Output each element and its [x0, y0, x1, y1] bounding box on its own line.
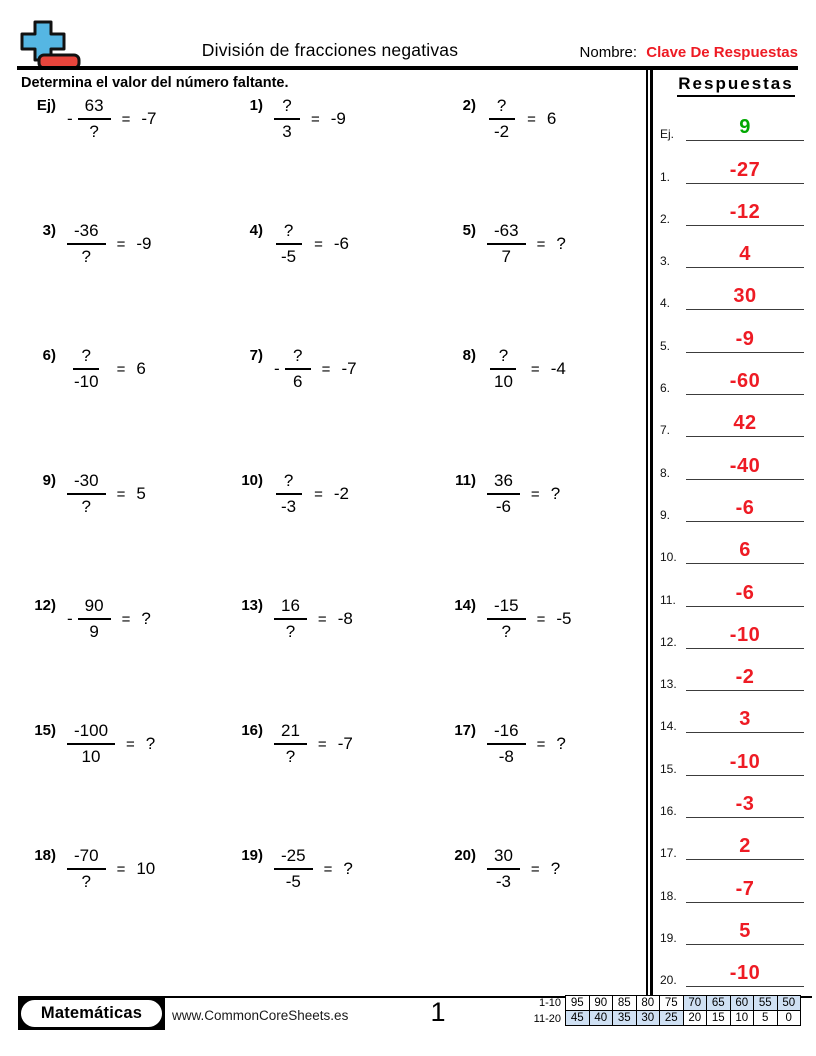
problem-number: Ej)	[36, 97, 56, 114]
fraction	[285, 346, 311, 393]
answer-value: -40	[729, 454, 761, 477]
problem-number: 5)	[462, 222, 476, 239]
fraction-numerator: ?	[490, 346, 516, 370]
fraction-numerator: -15	[487, 596, 526, 620]
answer-blank-line	[686, 836, 804, 860]
grade-cell: 60	[730, 995, 755, 1011]
answer-row	[660, 691, 812, 733]
fraction-denominator: ?	[89, 122, 99, 142]
problem-item	[440, 721, 646, 768]
answer-blank-line	[686, 117, 804, 141]
grade-cell: 30	[636, 1010, 661, 1026]
column-divider	[646, 66, 653, 997]
fraction	[78, 596, 111, 643]
equals-sign: =	[121, 110, 131, 128]
fraction-denominator: 6	[292, 372, 303, 392]
equals-sign: =	[321, 360, 331, 378]
answer-blank-line	[686, 709, 804, 733]
problem-item	[227, 721, 440, 768]
answer-row	[660, 99, 812, 141]
problem-item	[20, 346, 227, 393]
fraction	[487, 221, 526, 268]
answer-label: 17.	[660, 846, 677, 861]
answer-row	[660, 353, 812, 395]
answer-label: 7.	[660, 423, 671, 438]
answer-label: 11.	[660, 592, 676, 607]
fraction	[274, 96, 300, 143]
answer-blank-line	[686, 371, 804, 395]
answer-label: 8.	[660, 465, 671, 480]
answer-value: -7	[735, 877, 755, 900]
fraction-denominator: -3	[281, 497, 297, 517]
problem-result: ?	[550, 484, 561, 504]
grade-row-2	[522, 1011, 801, 1027]
leading-minus-sign: -	[67, 109, 73, 129]
grade-cell: 15	[706, 1010, 731, 1026]
problem-item	[440, 471, 646, 518]
fraction-denominator: -6	[495, 497, 512, 517]
equals-sign: =	[317, 735, 327, 753]
equals-sign: =	[536, 235, 546, 253]
problem-result: -8	[337, 609, 353, 629]
fraction-denominator: -10	[74, 372, 99, 392]
fraction-denominator: ?	[81, 872, 92, 892]
grade-cell: 5	[753, 1010, 778, 1026]
answer-row	[660, 903, 812, 945]
equals-sign: =	[121, 610, 131, 628]
problem-item	[227, 346, 440, 393]
problem-item	[20, 96, 227, 143]
fraction	[487, 846, 520, 893]
fraction-numerator: -100	[67, 721, 115, 745]
answer-label: 20.	[660, 973, 677, 988]
grade-cell: 10	[730, 1010, 755, 1026]
plus-minus-logo-icon	[20, 20, 84, 72]
problem-number: 2)	[462, 97, 476, 114]
fraction	[67, 846, 106, 893]
problem-result: 10	[136, 859, 156, 879]
answer-value: -10	[729, 750, 761, 773]
fraction	[67, 471, 106, 518]
problem-number: 17)	[454, 722, 476, 739]
grade-cell: 25	[659, 1010, 684, 1026]
grade-cells-row-1	[566, 995, 801, 1011]
answer-value: 9	[739, 116, 751, 139]
grade-cell: 45	[565, 1010, 590, 1026]
answer-row	[660, 268, 812, 310]
grade-row-label: 1-10	[538, 997, 561, 1009]
answer-value: 2	[739, 835, 751, 858]
answer-label: 18.	[660, 888, 677, 903]
problem-result: -9	[136, 234, 152, 254]
problem-number: 7)	[249, 347, 263, 364]
fraction-numerator: ?	[73, 346, 99, 370]
answer-label: 3.	[660, 254, 671, 269]
fraction-numerator: 63	[78, 96, 111, 120]
answer-value: 3	[739, 708, 751, 731]
problem-result: ?	[556, 234, 566, 254]
answer-blank-line	[686, 540, 804, 564]
answer-blank-line	[686, 583, 804, 607]
answer-blank-line	[686, 625, 804, 649]
instruction-text: Determina el valor del número faltante.	[21, 75, 289, 91]
problem-item	[227, 471, 440, 518]
answer-blank-line	[686, 752, 804, 776]
fraction-denominator: ?	[285, 747, 296, 767]
name-label: Nombre:	[579, 44, 638, 61]
fraction-numerator: -25	[274, 846, 313, 870]
fraction-numerator: ?	[276, 471, 302, 495]
fraction-numerator: 16	[274, 596, 307, 620]
problem-result: 5	[136, 484, 146, 504]
answer-label: 4.	[660, 296, 671, 311]
grade-cell: 0	[777, 1010, 802, 1026]
fraction-numerator: -70	[67, 846, 106, 870]
problem-result: -7	[141, 109, 157, 129]
answer-blank-line	[686, 794, 804, 818]
equals-sign: =	[311, 110, 320, 128]
answer-value: 4	[739, 243, 751, 266]
answers-list	[660, 99, 812, 987]
problem-number: 3)	[42, 222, 56, 239]
fraction	[274, 471, 303, 518]
fraction-numerator: -36	[67, 221, 106, 245]
fraction-numerator: ?	[276, 221, 302, 245]
equals-sign: =	[530, 485, 540, 503]
fraction-numerator: 21	[274, 721, 307, 745]
problem-item	[227, 846, 440, 893]
fraction-numerator: -30	[67, 471, 106, 495]
fraction-numerator: ?	[489, 96, 515, 120]
answer-row	[660, 649, 812, 691]
fraction-denominator: -5	[281, 247, 297, 267]
problem-number: 11)	[455, 472, 476, 489]
problem-number: 12)	[34, 597, 56, 614]
problem-item	[20, 471, 227, 518]
problem-result: -6	[333, 234, 350, 254]
equals-sign: =	[126, 735, 135, 753]
answer-row	[660, 818, 812, 860]
problem-item	[20, 846, 227, 893]
fraction	[67, 221, 106, 268]
problem-item	[440, 221, 646, 268]
fraction-denominator: ?	[285, 622, 296, 642]
fraction-denominator: 10	[494, 372, 513, 392]
problem-item	[227, 96, 440, 143]
problem-result: 6	[546, 109, 557, 129]
problem-result: -5	[556, 609, 572, 629]
answer-row	[660, 564, 812, 606]
answer-blank-line	[686, 160, 804, 184]
answer-row	[660, 480, 812, 522]
answer-row	[660, 141, 812, 183]
grade-cell: 75	[659, 995, 684, 1011]
problem-item	[227, 596, 440, 643]
fraction-denominator: ?	[501, 622, 512, 642]
fraction-denominator: -3	[495, 872, 512, 892]
equals-sign: =	[536, 610, 546, 628]
grade-cell: 55	[753, 995, 778, 1011]
problem-result: ?	[550, 859, 561, 879]
problem-number: 16)	[241, 722, 263, 739]
problem-result: ?	[141, 609, 151, 629]
grade-cell: 50	[777, 995, 802, 1011]
answer-value: -10	[729, 623, 761, 646]
fraction-denominator: ?	[81, 497, 92, 517]
problem-result: ?	[343, 859, 353, 879]
answer-label: 1.	[660, 169, 671, 184]
equals-sign: =	[116, 235, 126, 253]
brand-name: Matemáticas	[21, 1000, 162, 1027]
answer-label: Ej.	[660, 127, 675, 142]
fraction	[487, 96, 516, 143]
problem-number: 10)	[241, 472, 263, 489]
answer-row	[660, 310, 812, 352]
answer-blank-line	[686, 202, 804, 226]
fraction	[487, 346, 520, 393]
answer-value: -6	[735, 496, 755, 519]
answer-label: 6.	[660, 381, 671, 396]
answer-row	[660, 733, 812, 775]
problem-result: 6	[136, 359, 146, 379]
equals-sign: =	[314, 235, 323, 253]
equals-sign: =	[323, 860, 333, 878]
answer-label: 9.	[660, 507, 671, 522]
fraction	[78, 96, 111, 143]
problem-item	[20, 596, 227, 643]
answer-row	[660, 437, 812, 479]
fraction-denominator: 3	[282, 122, 292, 142]
answer-row	[660, 184, 812, 226]
problem-item	[20, 721, 227, 768]
header-rule	[17, 66, 798, 70]
answer-label: 2.	[660, 211, 671, 226]
problem-number: 18)	[34, 847, 56, 864]
fraction-denominator: ?	[81, 247, 92, 267]
fraction	[487, 596, 526, 643]
fraction-denominator: -2	[494, 122, 510, 142]
answer-blank-line	[686, 879, 804, 903]
answer-value: -3	[735, 793, 755, 816]
fraction-numerator: 36	[487, 471, 520, 495]
website-url: www.CommonCoreSheets.es	[172, 1008, 349, 1023]
answer-row	[660, 945, 812, 987]
problem-result: -7	[337, 734, 353, 754]
answer-row	[660, 860, 812, 902]
grade-cell: 35	[612, 1010, 637, 1026]
answer-value: -9	[735, 327, 755, 350]
grade-cell: 70	[683, 995, 708, 1011]
answer-label: 14.	[660, 719, 677, 734]
answer-row	[660, 607, 812, 649]
problem-number: 20)	[454, 847, 476, 864]
equals-sign: =	[530, 360, 540, 378]
answer-value: -27	[729, 158, 761, 181]
answer-label: 15.	[660, 761, 677, 776]
leading-minus-sign: -	[274, 359, 280, 379]
brand-badge	[18, 997, 165, 1030]
problem-number: 19)	[241, 847, 263, 864]
answer-blank-line	[686, 413, 804, 437]
fraction-denominator: 10	[81, 747, 101, 767]
equals-sign: =	[116, 360, 126, 378]
fraction-numerator: 30	[487, 846, 520, 870]
fraction	[67, 721, 115, 768]
answer-value: -6	[735, 581, 755, 604]
answer-blank-line	[686, 244, 804, 268]
fraction-numerator: ?	[274, 96, 300, 120]
problem-number: 15)	[34, 722, 56, 739]
problems-grid	[20, 96, 646, 971]
equals-sign: =	[116, 485, 126, 503]
answer-blank-line	[686, 498, 804, 522]
fraction-denominator: 7	[501, 247, 512, 267]
answer-value: -12	[729, 200, 761, 223]
problem-number: 14)	[454, 597, 476, 614]
problem-result: -2	[333, 484, 350, 504]
problem-number: 8)	[462, 347, 476, 364]
equals-sign: =	[530, 860, 540, 878]
problem-result: ?	[556, 734, 566, 754]
grade-table	[522, 995, 801, 1027]
grade-cell: 40	[589, 1010, 614, 1026]
problem-result: -7	[341, 359, 357, 379]
answer-value: 6	[739, 539, 751, 562]
problem-number: 4)	[249, 222, 263, 239]
fraction	[67, 346, 106, 393]
fraction-denominator: -5	[285, 872, 301, 892]
grade-cell: 85	[612, 995, 637, 1011]
problem-item	[20, 221, 227, 268]
grade-row-1	[522, 995, 801, 1011]
answer-row	[660, 395, 812, 437]
problem-result: -4	[550, 359, 566, 379]
fraction-numerator: ?	[285, 346, 311, 370]
answer-value: -10	[729, 962, 761, 985]
fraction-denominator: 9	[89, 622, 99, 642]
answers-title: Respuestas	[677, 74, 794, 97]
answer-blank-line	[686, 329, 804, 353]
page-title: División de fracciones negativas	[201, 40, 459, 60]
fraction	[487, 721, 526, 768]
answer-value: -2	[735, 666, 755, 689]
fraction-numerator: -63	[487, 221, 526, 245]
answer-label: 16.	[660, 804, 677, 819]
fraction	[274, 221, 303, 268]
name-area	[580, 44, 798, 61]
answer-blank-line	[686, 286, 804, 310]
equals-sign: =	[116, 860, 126, 878]
grade-cell: 20	[683, 1010, 708, 1026]
answer-value: 42	[733, 412, 757, 435]
problem-number: 13)	[241, 597, 263, 614]
answer-blank-line	[686, 456, 804, 480]
fraction	[274, 721, 307, 768]
fraction	[487, 471, 520, 518]
grade-cells-row-2	[566, 1011, 801, 1027]
answer-blank-line	[686, 667, 804, 691]
problem-item	[440, 346, 646, 393]
problem-item	[440, 96, 646, 143]
grade-cell: 90	[589, 995, 614, 1011]
problem-item	[227, 221, 440, 268]
answer-blank-line	[686, 963, 804, 987]
answer-blank-line	[686, 921, 804, 945]
problem-item	[440, 596, 646, 643]
fraction-numerator: -16	[487, 721, 526, 745]
answer-row	[660, 776, 812, 818]
problem-number: 1)	[249, 97, 263, 114]
grade-cell: 95	[565, 995, 590, 1011]
answer-value: -60	[729, 370, 761, 393]
answer-row	[660, 522, 812, 564]
equals-sign: =	[314, 485, 323, 503]
answer-value: 30	[733, 285, 757, 308]
answer-row	[660, 226, 812, 268]
answer-label: 10.	[660, 550, 677, 565]
answer-label: 12.	[660, 634, 677, 649]
grade-cell: 65	[706, 995, 731, 1011]
fraction	[274, 846, 313, 893]
fraction-denominator: -8	[498, 747, 514, 767]
answer-label: 19.	[660, 930, 677, 945]
equals-sign: =	[317, 610, 327, 628]
problem-item	[440, 846, 646, 893]
grade-row-label: 11-20	[533, 1013, 561, 1025]
answer-label: 13.	[660, 677, 677, 692]
equals-sign: =	[536, 735, 546, 753]
name-value: Clave De Respuestas	[646, 44, 798, 61]
problem-result: ?	[145, 734, 156, 754]
leading-minus-sign: -	[67, 609, 73, 629]
fraction-numerator: 90	[78, 596, 111, 620]
answers-panel	[660, 74, 812, 987]
page-number: 1	[430, 997, 446, 1027]
equals-sign: =	[527, 110, 536, 128]
answer-label: 5.	[660, 338, 671, 353]
problem-number: 9)	[42, 472, 56, 489]
problem-number: 6)	[42, 347, 56, 364]
fraction	[274, 596, 307, 643]
grade-cell: 80	[636, 995, 661, 1011]
problem-result: -9	[330, 109, 346, 129]
answer-value: 5	[739, 919, 751, 942]
